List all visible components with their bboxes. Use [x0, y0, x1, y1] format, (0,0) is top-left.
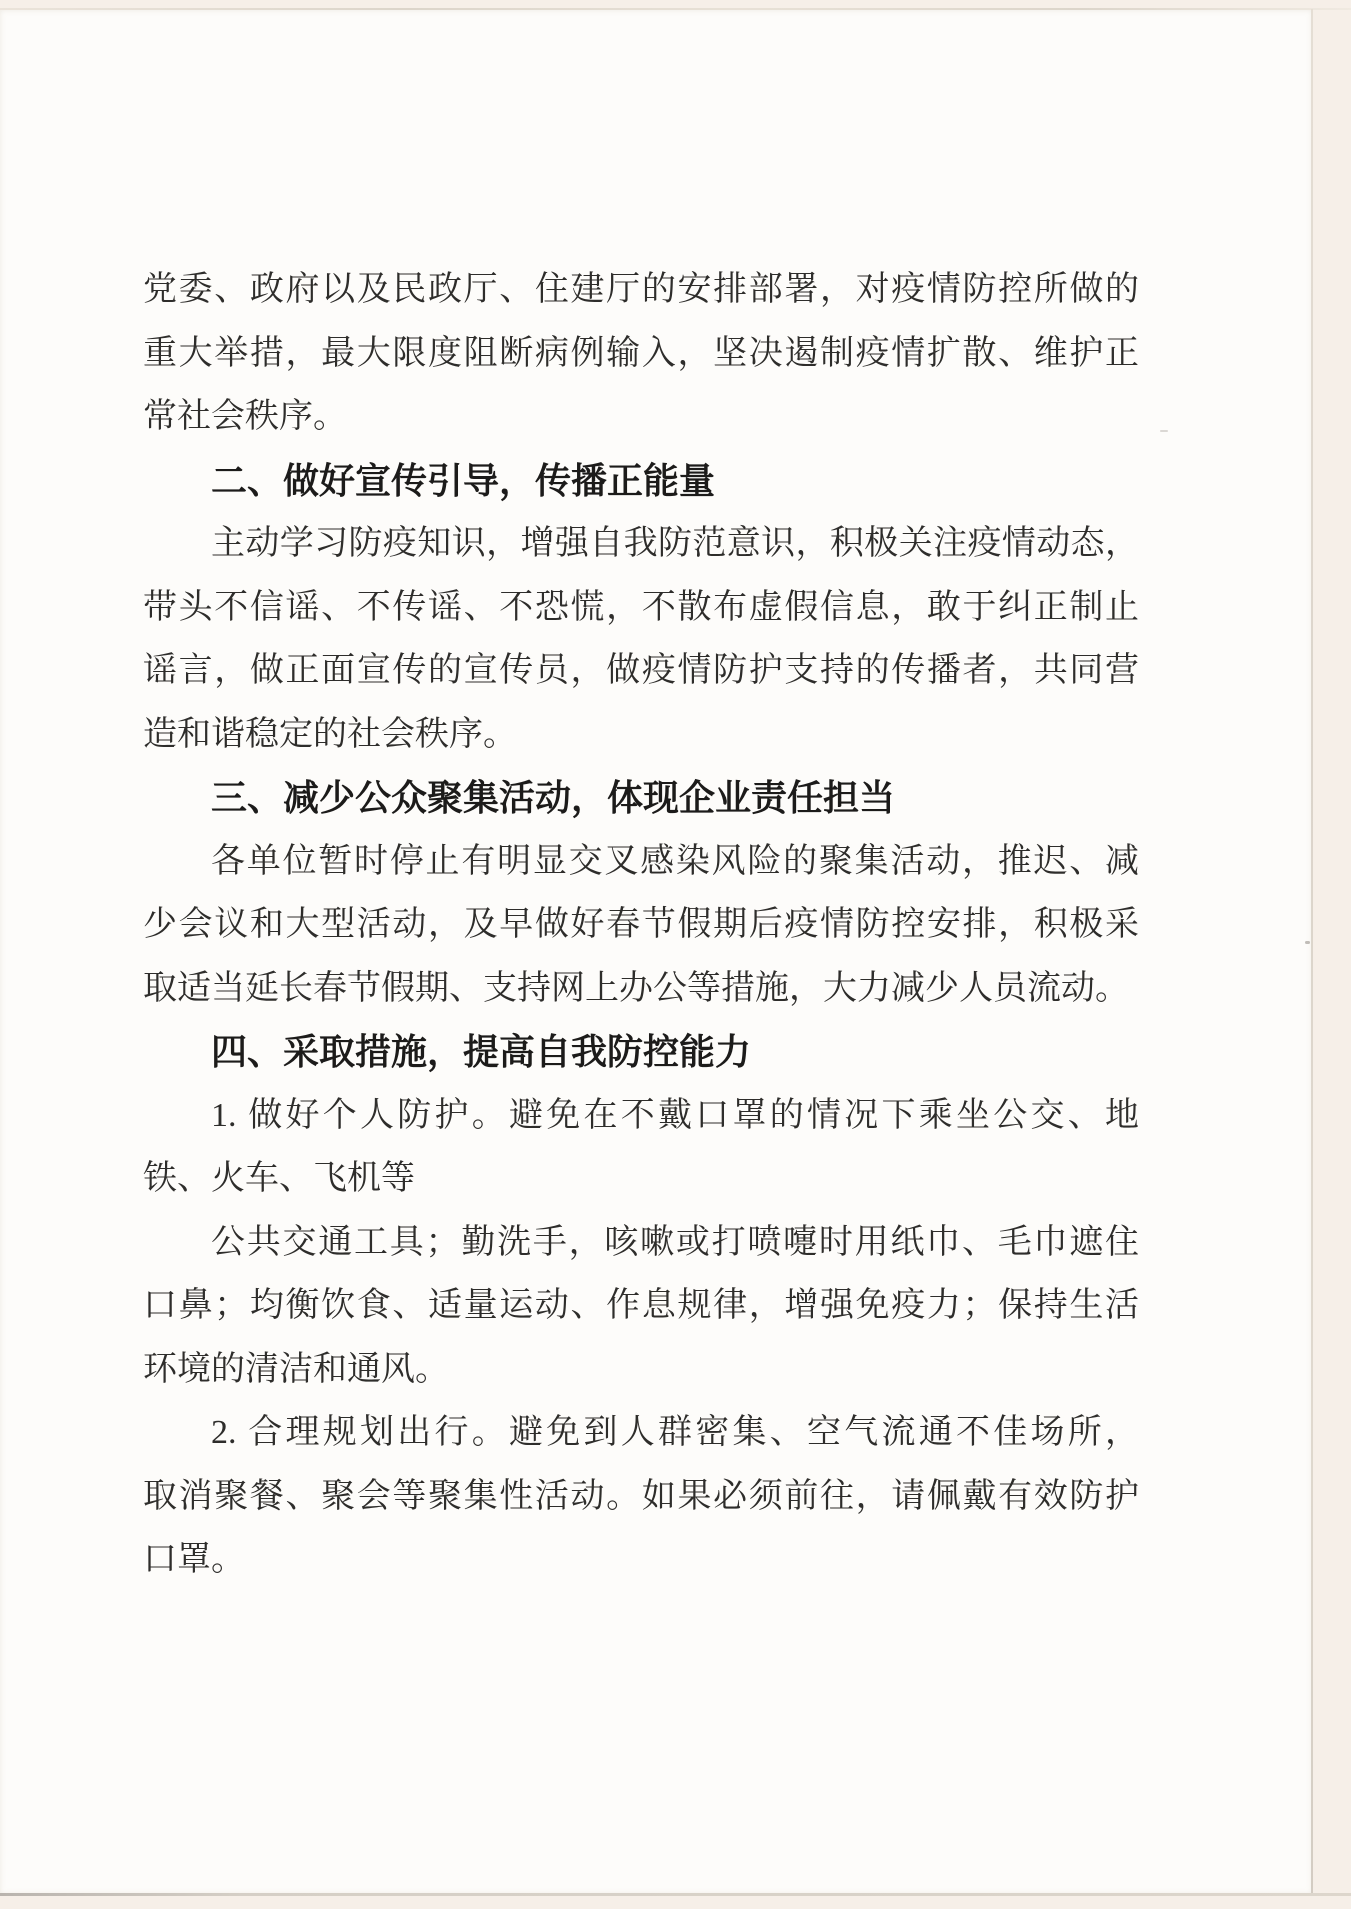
- paragraph-line: 常社会秩序。: [143, 398, 347, 435]
- paragraph-line: 带头不信谣、不传谣、不恐慌，不散布虚假信息，敢于纠正制止: [143, 588, 1139, 626]
- paragraph-line: 公共交通工具；勤洗手，咳嗽或打喷嚏时用纸巾、毛巾遮住: [211, 1223, 1139, 1261]
- paragraph-line: 口鼻；均衡饮食、适量运动、作息规律，增强免疫力；保持生活: [143, 1287, 1139, 1324]
- paragraph-line: 造和谐稳定的社会秩序。: [143, 715, 517, 753]
- scan-top-edge: [0, 8, 1351, 10]
- scan-background-strip: [0, 1896, 1351, 1909]
- scan-right-edge: [1311, 9, 1313, 1895]
- section-heading: 四、采取措施，提高自我防控能力: [211, 1031, 752, 1072]
- paragraph-line: 1. 做好个人防护。避免在不戴口罩的情况下乘坐公交、地: [211, 1096, 1139, 1134]
- paragraph-line: 党委、政府以及民政厅、住建厅的安排部署，对疫情防控所做的: [143, 271, 1139, 308]
- paragraph-line: 铁、火车、飞机等: [143, 1160, 415, 1197]
- paragraph-line: 取适当延长春节假期、支持网上办公等措施，大力减少人员流动。: [143, 969, 1129, 1007]
- document-body: [143, 258, 1139, 1592]
- paragraph-line: 主动学习防疫知识，增强自我防范意识，积极关注疫情动态，: [211, 525, 1139, 562]
- section-heading: 三、减少公众聚集活动，体现企业责任担当: [211, 777, 896, 818]
- paragraph-line: 重大举措，最大限度阻断病例输入，坚决遏制疫情扩散、维护正: [143, 334, 1139, 372]
- paragraph-line: 口罩。: [143, 1541, 245, 1578]
- paragraph-line: 各单位暂时停止有明显交叉感染风险的聚集活动，推迟、减: [211, 842, 1139, 880]
- paragraph-line: 2. 合理规划出行。避免到人群密集、空气流通不佳场所，: [211, 1414, 1139, 1451]
- paragraph-line: 环境的清洁和通风。: [143, 1350, 449, 1388]
- paragraph-line: 取消聚餐、聚会等聚集性活动。如果必须前往，请佩戴有效防护: [143, 1477, 1139, 1515]
- scan-speck: [1160, 430, 1168, 432]
- paragraph-line: 谣言，做正面宣传的宣传员，做疫情防护支持的传播者，共同营: [143, 652, 1139, 689]
- section-heading: 二、做好宣传引导，传播正能量: [211, 459, 716, 501]
- scan-speck: [1305, 941, 1310, 944]
- paragraph-line: 少会议和大型活动，及早做好春节假期后疫情防控安排，积极采: [143, 906, 1139, 943]
